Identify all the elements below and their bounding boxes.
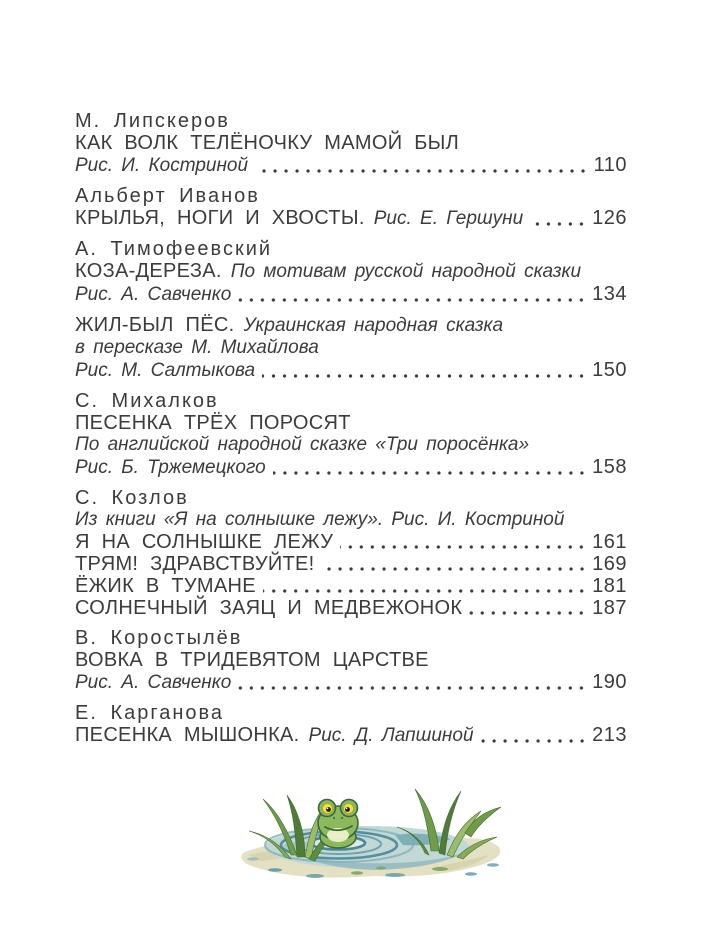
toc-entry <box>75 238 627 306</box>
author-name: Альберт Иванов <box>75 185 260 207</box>
page-number: 187 <box>592 597 627 619</box>
toc-line <box>75 207 627 230</box>
credit-text: Рис. Д. Лапшиной <box>308 725 474 746</box>
page-number: 110 <box>593 154 627 176</box>
toc-line <box>75 337 627 359</box>
author-name: М. Липскеров <box>75 110 230 132</box>
author-name: С. Козлов <box>75 487 189 509</box>
story-title: ПЕСЕНКА ТРЁХ ПОРОСЯТ <box>75 412 351 434</box>
toc-line <box>75 575 627 597</box>
dot-leader <box>530 222 587 228</box>
toc-line <box>75 553 627 575</box>
page-number: 161 <box>592 531 627 553</box>
story-title: ТРЯМ! ЗДРАВСТВУЙТЕ! <box>75 553 315 575</box>
dot-leader <box>481 739 588 745</box>
frog <box>318 800 358 849</box>
author-name: С. Михалков <box>75 390 219 412</box>
credit-text: Рис. И. Костриной <box>75 155 249 176</box>
story-title: ЁЖИК В ТУМАНЕ <box>75 575 256 597</box>
toc-line <box>75 509 627 531</box>
credit-text: в пересказе М. Михайлова <box>75 337 319 358</box>
toc-line <box>75 110 627 132</box>
frog-pond-illustration <box>235 773 507 891</box>
toc-line <box>75 487 627 509</box>
toc-line <box>75 456 627 479</box>
toc-line <box>75 359 627 382</box>
story-title: ПЕСЕНКА МЫШОНКА. <box>75 724 300 746</box>
toc-line <box>75 154 627 177</box>
toc-entry <box>75 185 627 230</box>
toc-line <box>75 238 627 260</box>
table-of-contents <box>75 110 627 747</box>
toc-line <box>75 283 627 306</box>
toc-line <box>75 724 627 747</box>
table-of-contents-page <box>75 110 627 891</box>
credit-text: Рис. М. Салтыкова <box>75 360 256 381</box>
dot-leader <box>469 611 587 617</box>
dot-leader <box>263 589 587 595</box>
frog-pond-svg <box>235 773 507 891</box>
dot-leader <box>273 471 587 477</box>
toc-line <box>75 671 627 694</box>
page-number: 190 <box>592 671 627 693</box>
story-title: ЖИЛ-БЫЛ ПЁС. <box>75 314 235 336</box>
dot-leader <box>322 567 588 573</box>
credit-text: Украинская народная сказка <box>243 315 504 336</box>
credit-text: Рис. Б. Тржемецкого <box>75 457 266 478</box>
page-number: 150 <box>592 359 627 381</box>
toc-line <box>75 390 627 412</box>
credit-text: Рис. А. Савченко <box>75 284 232 305</box>
toc-line <box>75 531 627 553</box>
toc-line <box>75 597 627 619</box>
story-title: Я НА СОЛНЫШКЕ ЛЕЖУ <box>75 531 334 553</box>
toc-entry <box>75 702 627 747</box>
toc-line <box>75 702 627 724</box>
author-name: А. Тимофеевский <box>75 238 273 260</box>
author-name: В. Коростылёв <box>75 627 243 649</box>
toc-line <box>75 627 627 649</box>
toc-entry <box>75 627 627 694</box>
toc-entry <box>75 487 627 619</box>
dot-leader <box>238 686 587 692</box>
toc-entry <box>75 110 627 177</box>
page-number: 213 <box>592 724 627 746</box>
story-title: КАК ВОЛК ТЕЛЁНОЧКУ МАМОЙ БЫЛ <box>75 132 460 154</box>
dot-leader <box>262 374 587 380</box>
toc-line <box>75 412 627 434</box>
author-name: Е. Карганова <box>75 702 225 724</box>
credit-text: Рис. Е. Гершуни <box>373 208 524 229</box>
credit-text: Из книги «Я на солнышке лежу». Рис. И. Костриной <box>75 509 565 530</box>
page-number: 126 <box>592 207 627 229</box>
dot-leader <box>340 545 587 551</box>
toc-line <box>75 132 627 154</box>
dot-leader <box>238 298 587 304</box>
credit-text: По английской народной сказке «Три поросёнка» <box>75 434 530 455</box>
toc-entry <box>75 390 627 479</box>
toc-entry <box>75 314 627 382</box>
page-number: 181 <box>592 575 627 597</box>
credit-text: По мотивам русской народной сказки <box>230 261 582 282</box>
story-title: КОЗА-ДЕРЕЗА. <box>75 260 222 282</box>
toc-line <box>75 434 627 456</box>
page-number: 134 <box>592 283 627 305</box>
toc-line <box>75 260 627 283</box>
toc-line <box>75 314 627 337</box>
story-title: СОЛНЕЧНЫЙ ЗАЯЦ И МЕДВЕЖОНОК <box>75 597 463 619</box>
story-title: КРЫЛЬЯ, НОГИ И ХВОСТЫ. <box>75 207 365 229</box>
toc-line <box>75 649 627 671</box>
page-number: 169 <box>592 553 627 575</box>
toc-line <box>75 185 627 207</box>
page-number: 158 <box>592 456 627 478</box>
story-title: ВОВКА В ТРИДЕВЯТОМ ЦАРСТВЕ <box>75 649 429 671</box>
dot-leader <box>255 169 589 175</box>
credit-text: Рис. А. Савченко <box>75 672 232 693</box>
